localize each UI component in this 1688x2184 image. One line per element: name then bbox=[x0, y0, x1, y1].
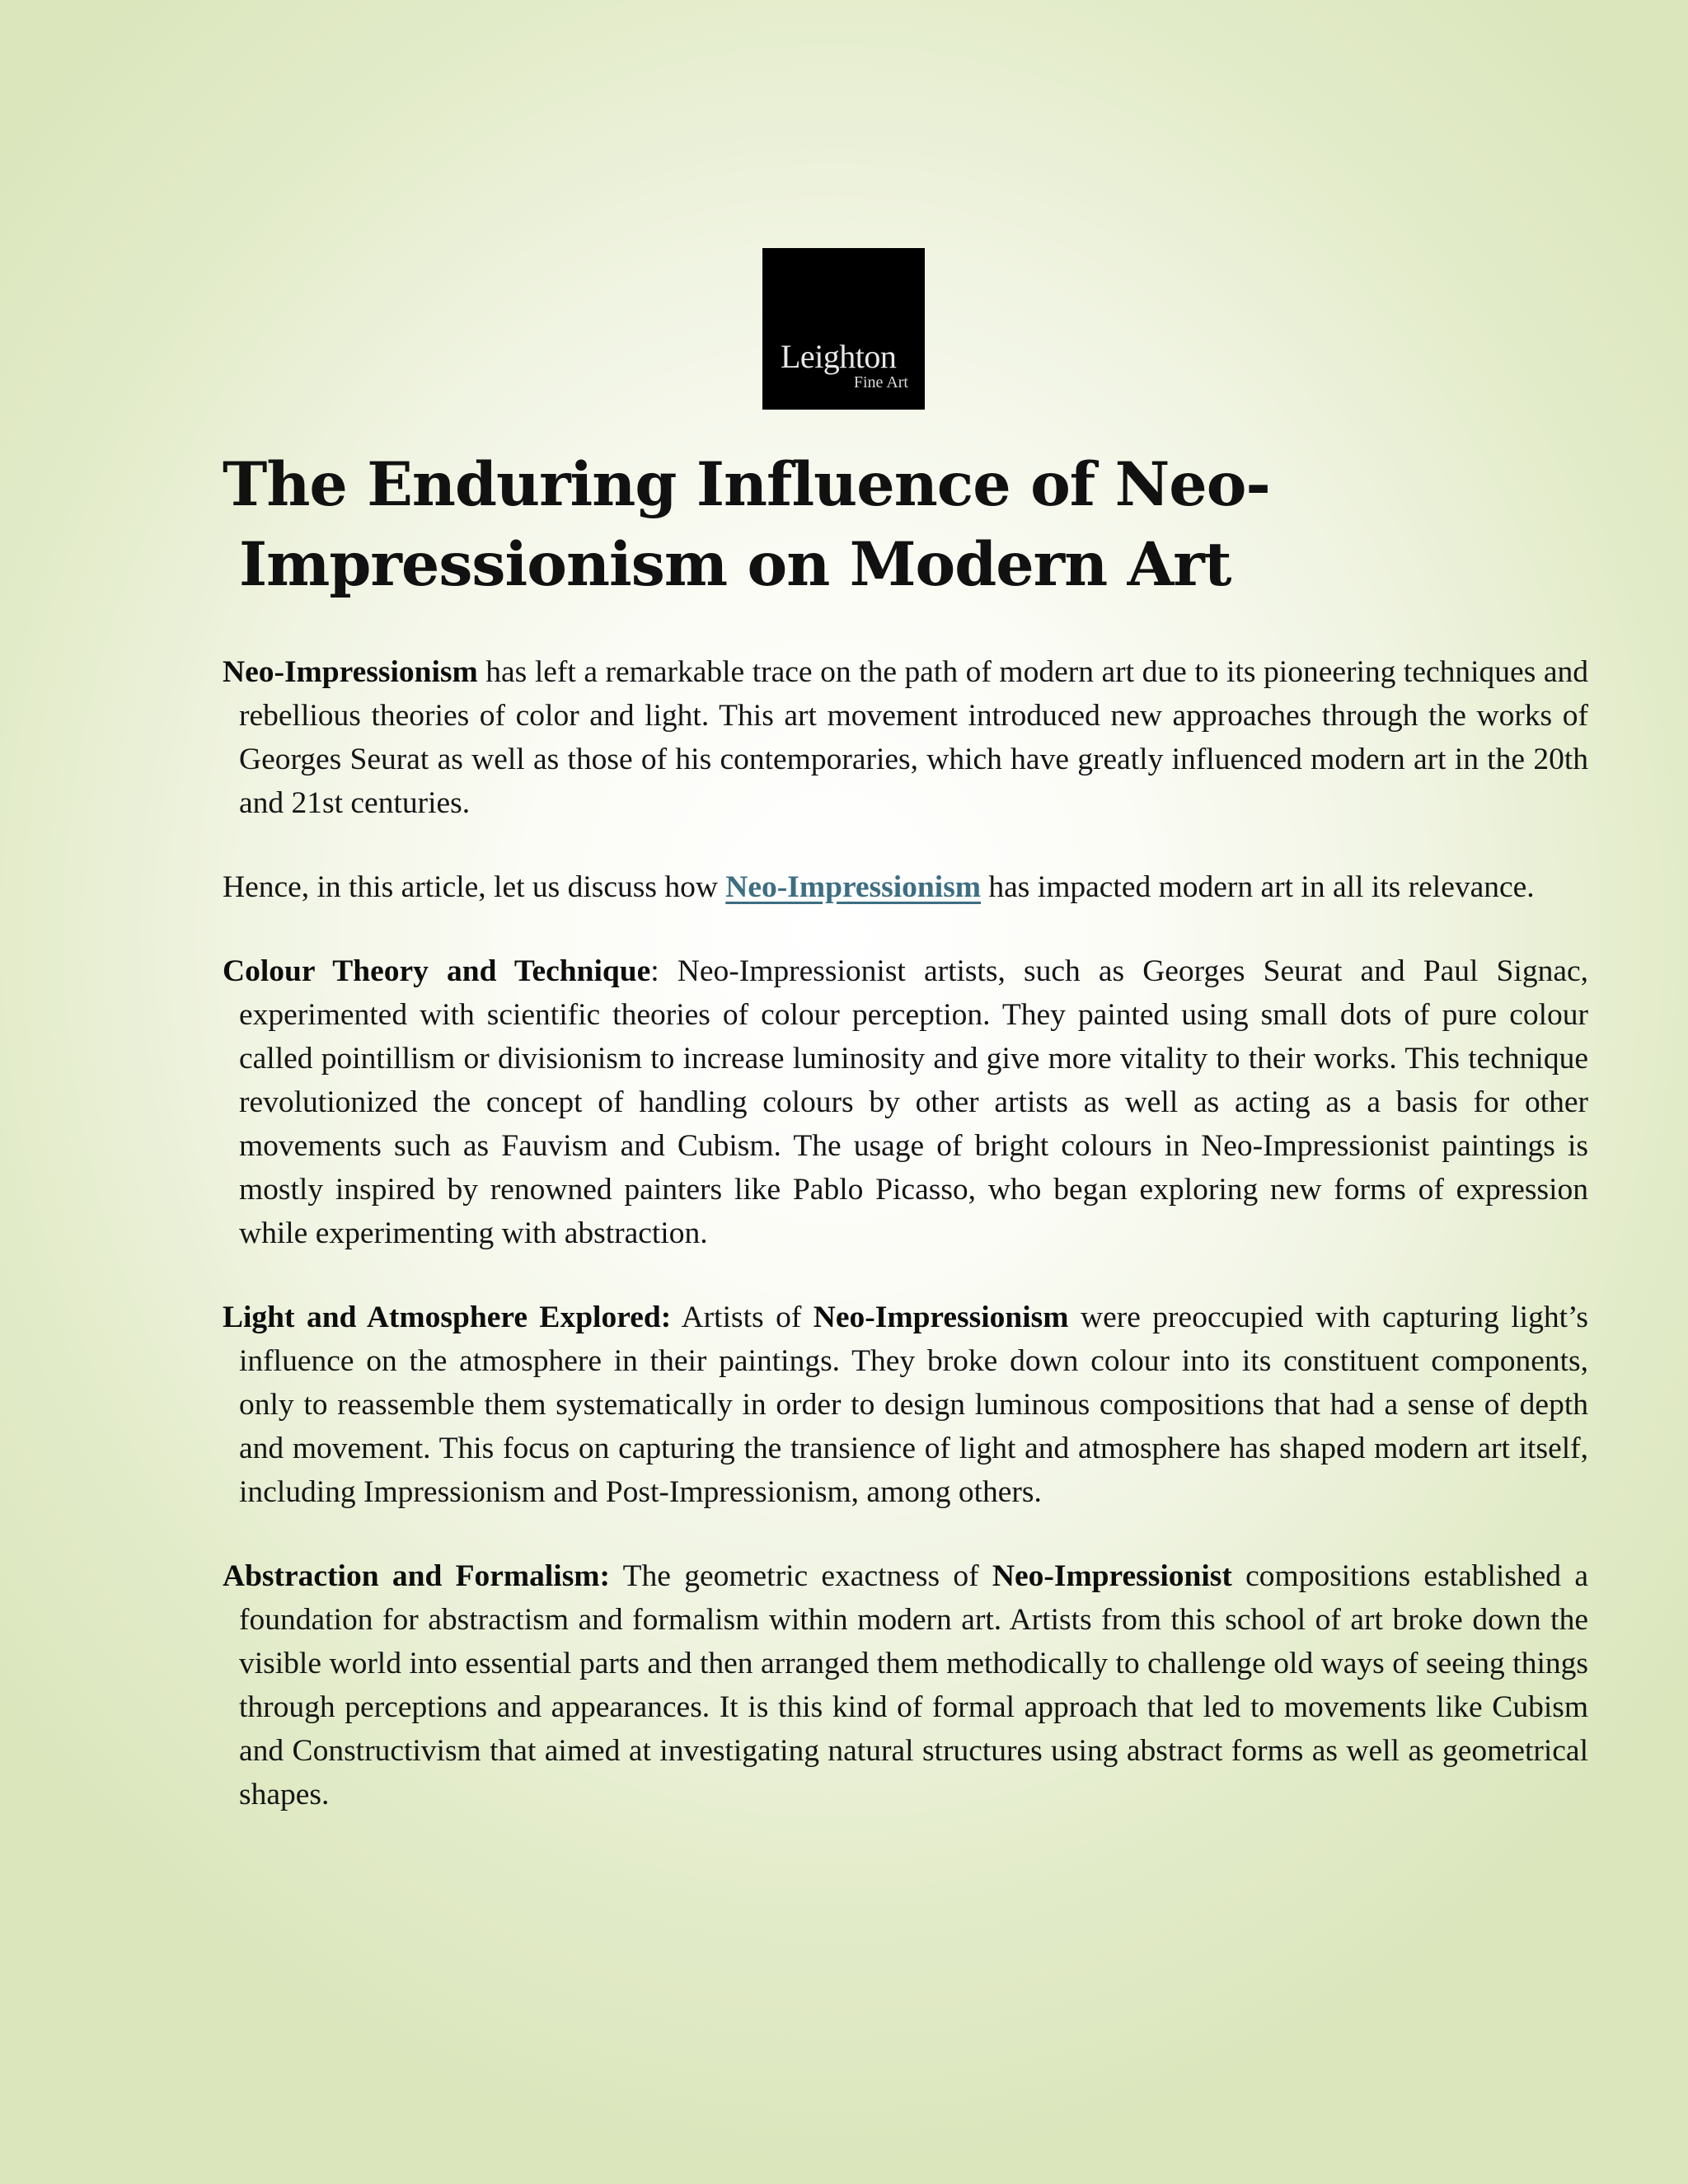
discuss-text-after: has impacted modern art in all its relevance. bbox=[981, 870, 1535, 904]
colour-theory-heading: Colour Theory and Technique bbox=[223, 954, 651, 988]
logo-subtitle: Fine Art bbox=[853, 373, 908, 391]
title-line-2: Impressionism on Modern Art bbox=[239, 529, 1231, 600]
light-atmosphere-paragraph bbox=[223, 1296, 1588, 1514]
abstraction-text-before: The geometric exactness of bbox=[610, 1559, 992, 1593]
abstraction-formalism-heading: Abstraction and Formalism: bbox=[223, 1559, 611, 1593]
colour-theory-text: : Neo-Impressionist artists, such as Georges Seurat and Paul Signac, experimented with scientific theories of colour perception. They painted using small dots of pure colour called pointillism or divisionism to increase luminosity and give more vitality to their works. This technique revolutionized the concept of handling colours by other artists as well as acting as a basis for other movements such as Fauvism and Cubism. The usage of bright colours in Neo-Impressionist paintings is mostly inspired by renowned painters like Pablo Picasso, who began exploring new forms of expression while experimenting with abstraction. bbox=[239, 954, 1588, 1250]
intro-text: has left a remarkable trace on the path of modern art due to its pioneering techniques and rebellious theories of color and light. This art movement introduced new approaches through the works of Georges Seurat as well as those of his contemporaries, which have greatly influenced modern art in the 20th and 21st centuries. bbox=[239, 655, 1588, 820]
light-atmosphere-heading: Light and Atmosphere Explored: bbox=[223, 1301, 672, 1334]
light-bold-term: Neo-Impressionism bbox=[813, 1301, 1069, 1334]
article-title bbox=[223, 445, 1294, 605]
article-body bbox=[223, 650, 1588, 1857]
light-text-after: were preoccupied with capturing light’s influence on the atmosphere in their paintings. They broke down colour into its constituent components, only to reassemble them systematically in order to design luminous compositions that had a sense of depth and movement. This focus on capturing the transience of light and atmosphere has shaped modern art itself, including Impressionism and Post-Impressionism, among others. bbox=[239, 1301, 1588, 1509]
intro-bold-term: Neo-Impressionism bbox=[223, 655, 478, 689]
abstraction-formalism-paragraph bbox=[223, 1554, 1588, 1816]
title-line-1: The Enduring Influence of Neo- bbox=[223, 449, 1270, 520]
neo-impressionism-link[interactable]: Neo-Impressionism bbox=[725, 870, 982, 904]
abstraction-text-after: compositions established a foundation for abstractism and formalism within modern art. Artists from this school of art broke down the visible world into essential parts and then arranged them methodically to challenge old ways of seeing things through perceptions and appearances. It is this kind of formal approach that led to movements like Cubism and Constructivism that aimed at investigating natural structures using abstract forms as well as geometrical shapes. bbox=[239, 1559, 1588, 1811]
logo-name: Leighton bbox=[781, 338, 897, 375]
colour-theory-paragraph bbox=[223, 949, 1588, 1255]
light-text-before: Artists of bbox=[671, 1301, 814, 1334]
discuss-paragraph bbox=[223, 865, 1588, 909]
leighton-logo bbox=[762, 248, 925, 410]
abstraction-bold-term: Neo-Impressionist bbox=[992, 1559, 1232, 1593]
discuss-text-before: Hence, in this article, let us discuss how bbox=[223, 870, 726, 904]
intro-paragraph bbox=[223, 650, 1588, 825]
